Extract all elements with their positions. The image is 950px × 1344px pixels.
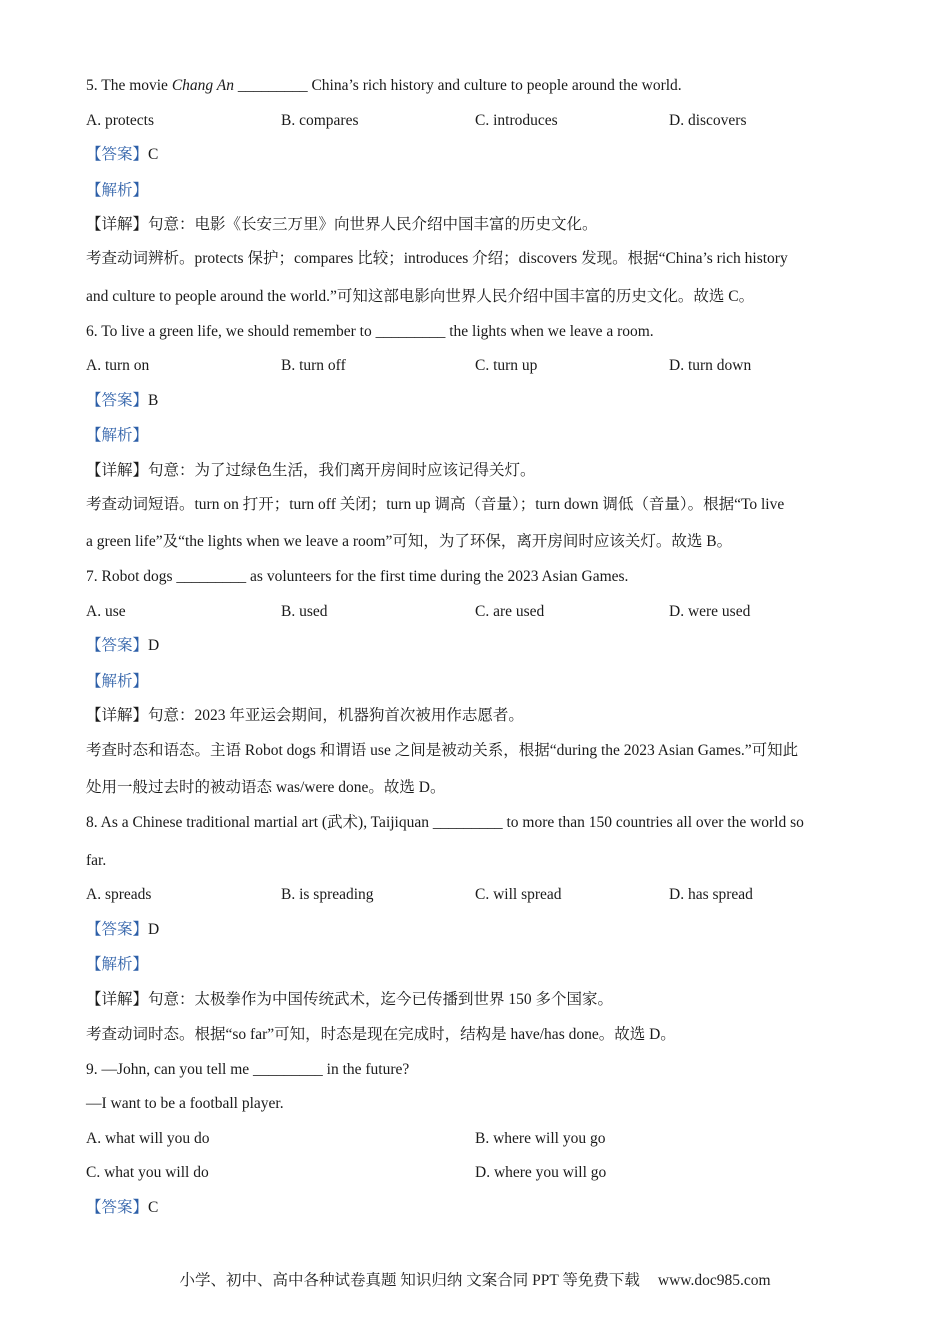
- question-6-analysis-label: 【解析】: [86, 427, 149, 444]
- question-5-explain-line2: and culture to people around the world.”可知这部电影向世界人民介绍中国丰富的历史文化。故选 C。: [86, 288, 755, 305]
- question-6-option-c: C. turn up: [475, 357, 538, 374]
- question-7-detail: 【详解】句意：2023 年亚运会期间，机器狗首次被用作志愿者。: [86, 707, 524, 724]
- question-8-explain-line1: 考查动词时态。根据“so far”可知，时态是现在完成时，结构是 have/has done。故选 D。: [86, 1026, 676, 1043]
- question-9-stem-line2: —I want to be a football player.: [86, 1095, 284, 1112]
- question-6-option-a: A. turn on: [86, 357, 150, 374]
- question-9-answer: 【答案】C: [86, 1199, 159, 1216]
- question-8-stem-line2: far.: [86, 852, 107, 869]
- question-7-option-c: C. are used: [475, 603, 545, 620]
- question-9-option-b: B. where will you go: [475, 1130, 606, 1147]
- question-5-stem: 5. The movie Chang An _________ China’s rich history and culture to people around the world.: [86, 77, 682, 94]
- question-9-option-c: C. what you will do: [86, 1164, 209, 1181]
- footer-url[interactable]: www.doc985.com: [657, 1272, 771, 1289]
- question-5-option-c: C. introduces: [475, 112, 558, 129]
- question-7-option-a: A. use: [86, 603, 126, 620]
- question-7-answer: 【答案】D: [86, 637, 160, 654]
- question-8-detail: 【详解】句意：太极拳作为中国传统武术，迄今已传播到世界 150 多个国家。: [86, 991, 614, 1008]
- question-5-option-b: B. compares: [281, 112, 359, 129]
- question-5-answer: 【答案】C: [86, 146, 159, 163]
- question-9-stem-line1: 9. —John, can you tell me _________ in the future?: [86, 1061, 410, 1078]
- question-6-stem: 6. To live a green life, we should remember to _________ the lights when we leave a room.: [86, 323, 654, 340]
- question-8-analysis-label: 【解析】: [86, 956, 149, 973]
- question-5-option-a: A. protects: [86, 112, 155, 129]
- question-6-explain-line1: 考查动词短语。turn on 打开；turn off 关闭；turn up 调高（音量）；turn down 调低（音量）。根据“To live: [86, 496, 785, 513]
- question-7-analysis-label: 【解析】: [86, 673, 149, 690]
- question-8-option-c: C. will spread: [475, 886, 562, 903]
- footer-text: 小学、初中、高中各种试卷真题 知识归纳 文案合同 PPT 等免费下载: [179, 1272, 640, 1289]
- question-7-option-b: B. used: [281, 603, 328, 620]
- question-9-option-d: D. where you will go: [475, 1164, 607, 1181]
- question-8-stem-line1: 8. As a Chinese traditional martial art (武术), Taijiquan _________ to more than 150 countries all over the world so: [86, 814, 804, 831]
- question-7-stem: 7. Robot dogs _________ as volunteers for the first time during the 2023 Asian Games.: [86, 568, 629, 585]
- question-5-option-d: D. discovers: [669, 112, 747, 129]
- question-7-explain-line1: 考查时态和语态。主语 Robot dogs 和谓语 use 之间是被动关系，根据“during the 2023 Asian Games.”可知此: [86, 742, 799, 759]
- question-9-option-a: A. what will you do: [86, 1130, 210, 1147]
- page-footer: [0, 1268, 950, 1290]
- question-8-answer: 【答案】D: [86, 921, 160, 938]
- question-5-analysis-label: 【解析】: [86, 182, 149, 199]
- question-8-option-a: A. spreads: [86, 886, 152, 903]
- question-5-explain-line1: 考查动词辨析。protects 保护；compares 比较；introduces 介绍；discovers 发现。根据“China’s rich history: [86, 250, 788, 267]
- question-6-detail: 【详解】句意：为了过绿色生活，我们离开房间时应该记得关灯。: [86, 462, 536, 479]
- question-6-option-d: D. turn down: [669, 357, 752, 374]
- question-8-option-d: D. has spread: [669, 886, 753, 903]
- question-6-explain-line2: a green life”及“the lights when we leave a room”可知，为了环保，离开房间时应该关灯。故选 B。: [86, 533, 733, 550]
- question-7-explain-line2: 处用一般过去时的被动语态 was/were done。故选 D。: [86, 779, 446, 796]
- question-5-detail: 【详解】句意：电影《长安三万里》向世界人民介绍中国丰富的历史文化。: [86, 216, 598, 233]
- question-6-answer: 【答案】B: [86, 392, 159, 409]
- question-8-option-b: B. is spreading: [281, 886, 374, 903]
- question-7-option-d: D. were used: [669, 603, 751, 620]
- question-6-option-b: B. turn off: [281, 357, 346, 374]
